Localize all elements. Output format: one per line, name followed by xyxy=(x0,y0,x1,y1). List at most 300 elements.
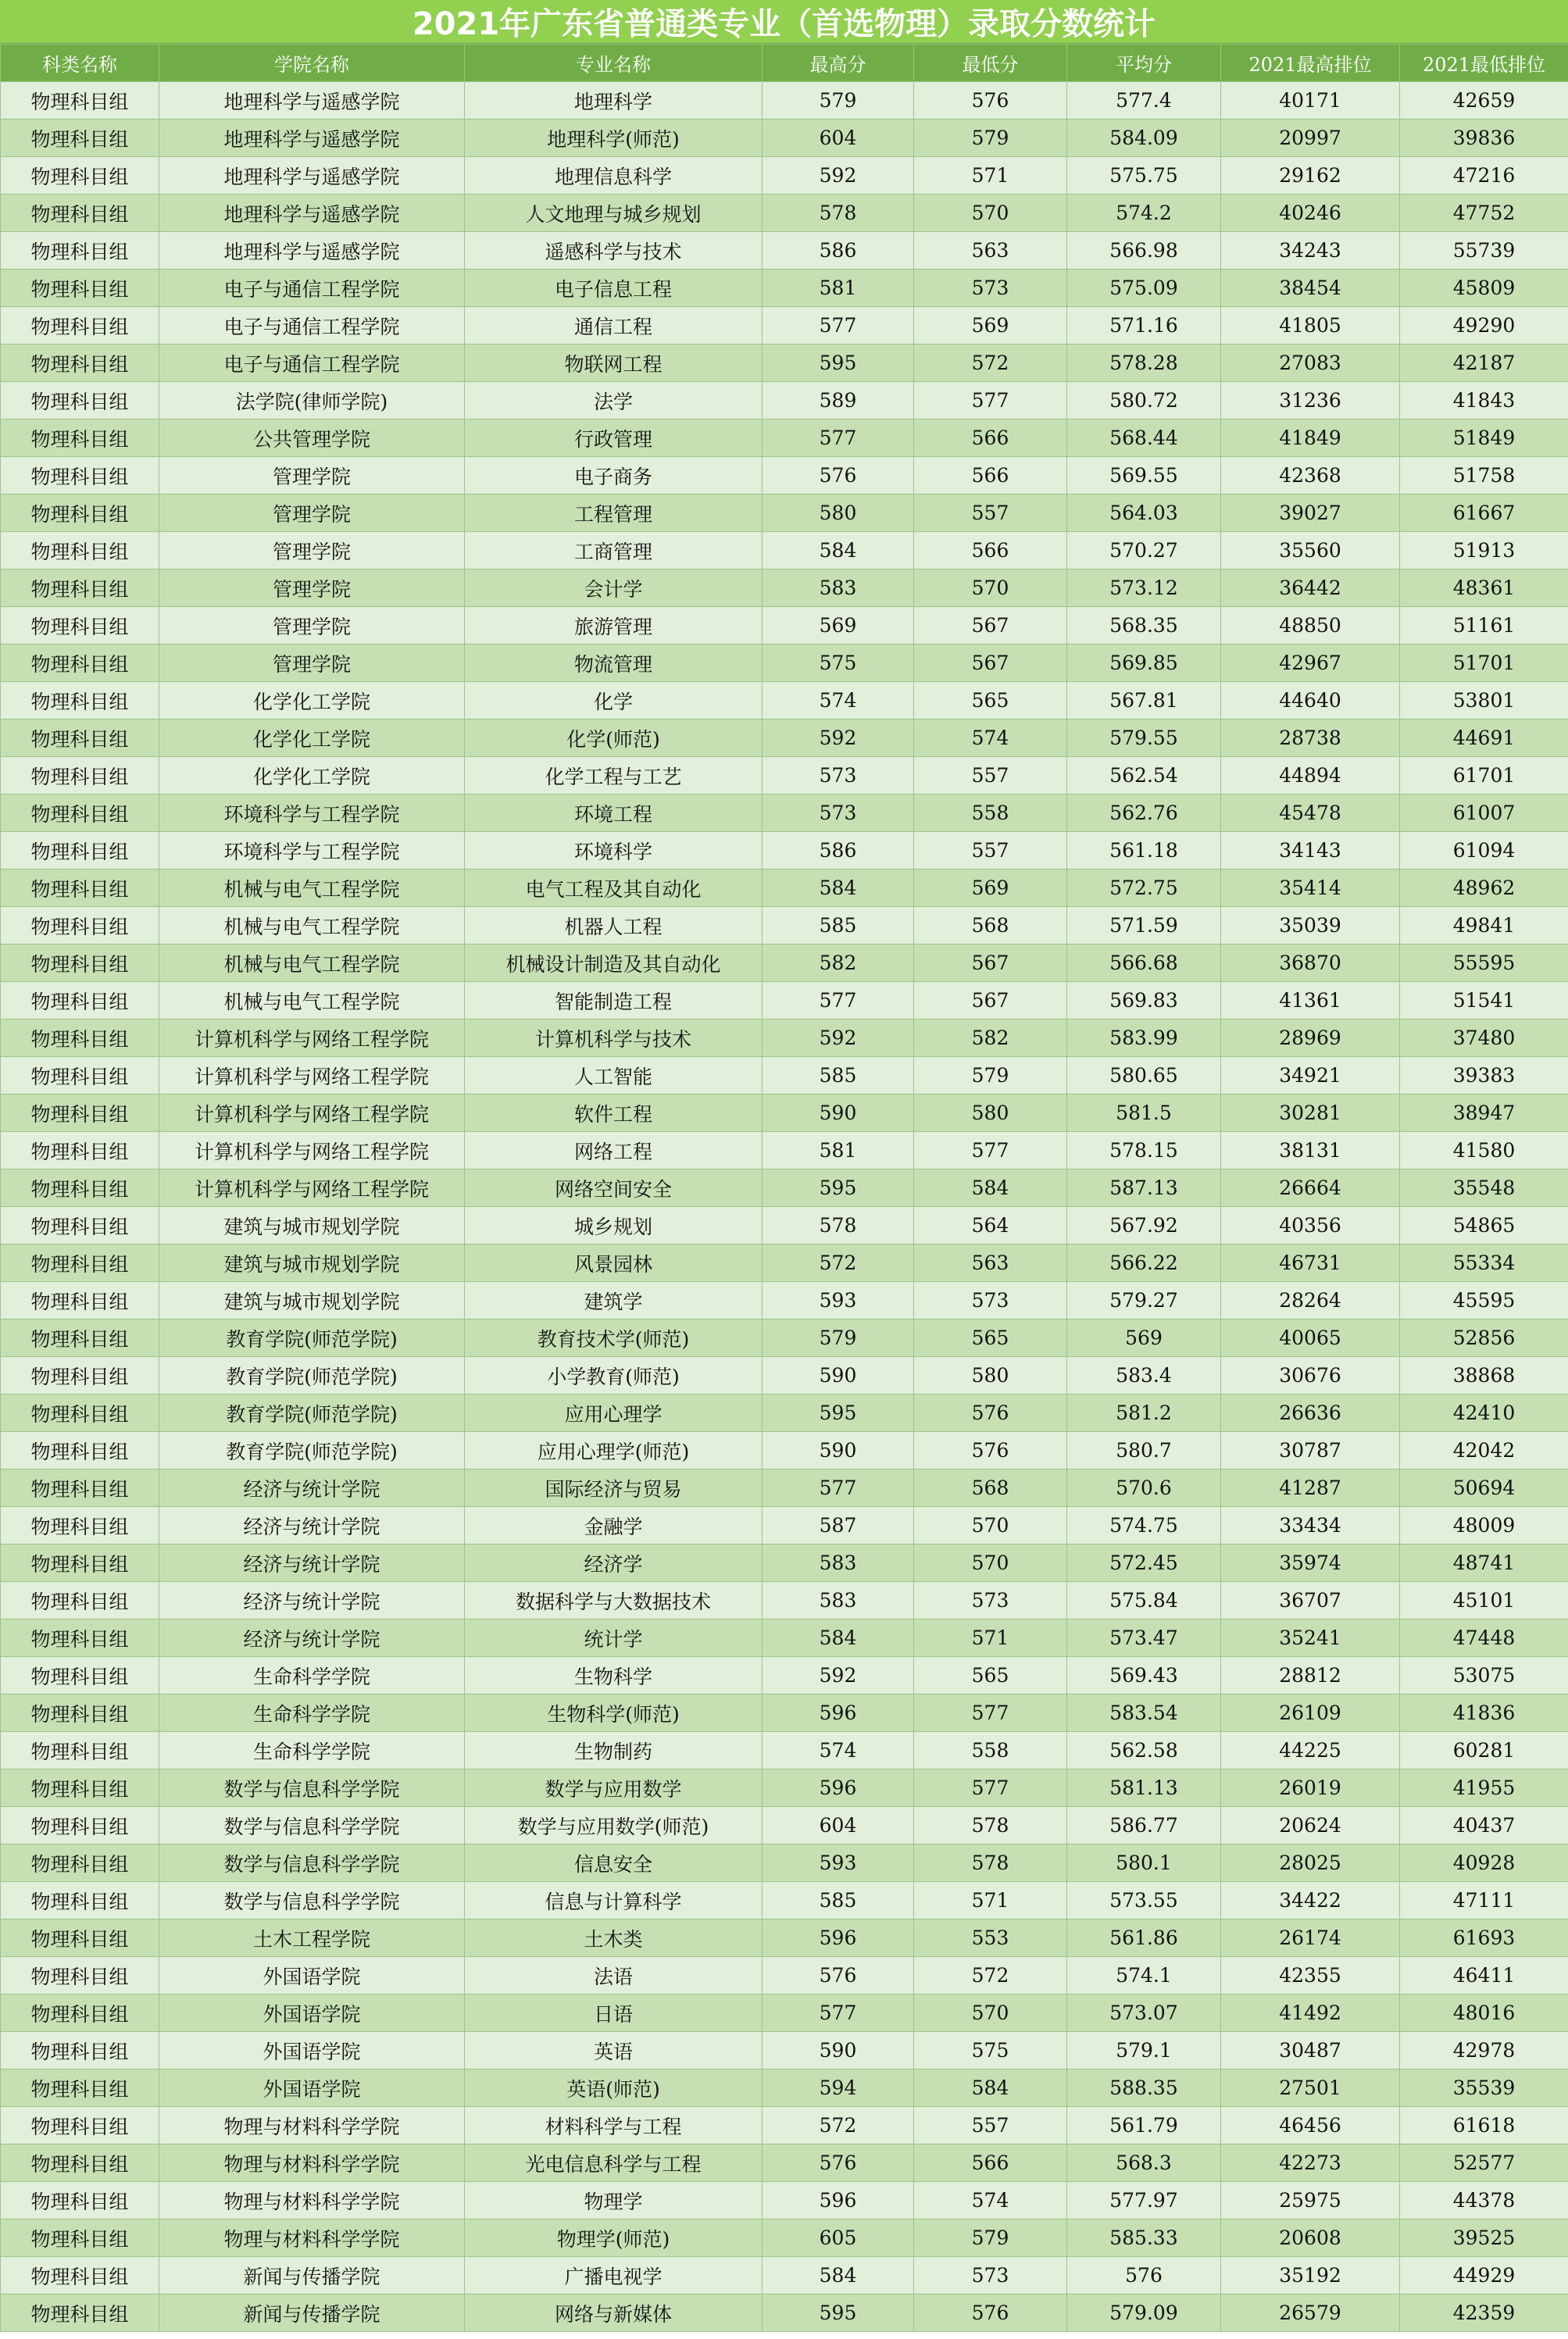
cell-min-score: 566 xyxy=(914,532,1067,570)
cell-max-score: 595 xyxy=(763,345,914,382)
table-row xyxy=(1,1544,1568,1582)
cell-max-rank: 26174 xyxy=(1221,1919,1400,1957)
table-row xyxy=(1,345,1568,382)
cell-min-rank: 42410 xyxy=(1400,1394,1568,1432)
cell-max-score: 573 xyxy=(763,795,914,832)
cell-max-rank: 33434 xyxy=(1221,1507,1400,1544)
table-row xyxy=(1,1207,1568,1244)
cell-max-score: 576 xyxy=(763,1957,914,1994)
cell-category: 物理科目组 xyxy=(1,1919,159,1957)
cell-avg-score: 579.1 xyxy=(1067,2032,1221,2069)
cell-max-rank: 42368 xyxy=(1221,457,1400,495)
cell-college: 机械与电气工程学院 xyxy=(159,870,465,907)
cell-max-score: 596 xyxy=(763,1919,914,1957)
cell-max-rank: 30487 xyxy=(1221,2032,1400,2069)
cell-college: 数学与信息科学学院 xyxy=(159,1807,465,1844)
cell-min-score: 567 xyxy=(914,607,1067,645)
cell-category: 物理科目组 xyxy=(1,1807,159,1844)
cell-min-rank: 45101 xyxy=(1400,1582,1568,1619)
table-row xyxy=(1,1170,1568,1207)
cell-avg-score: 578.28 xyxy=(1067,345,1221,382)
cell-max-score: 592 xyxy=(763,720,914,757)
cell-max-score: 576 xyxy=(763,457,914,495)
cell-avg-score: 583.54 xyxy=(1067,1694,1221,1732)
cell-max-rank: 34921 xyxy=(1221,1057,1400,1095)
cell-min-rank: 42659 xyxy=(1400,82,1568,120)
cell-college: 管理学院 xyxy=(159,570,465,607)
cell-max-rank: 35560 xyxy=(1221,532,1400,570)
cell-min-rank: 38947 xyxy=(1400,1095,1568,1132)
cell-avg-score: 573.12 xyxy=(1067,570,1221,607)
cell-min-rank: 40928 xyxy=(1400,1844,1568,1882)
cell-max-rank: 35241 xyxy=(1221,1619,1400,1657)
cell-category: 物理科目组 xyxy=(1,1357,159,1394)
cell-min-rank: 48962 xyxy=(1400,870,1568,907)
cell-max-rank: 36442 xyxy=(1221,570,1400,607)
table-row xyxy=(1,1095,1568,1132)
cell-min-score: 567 xyxy=(914,945,1067,982)
cell-major: 遥感科学与技术 xyxy=(465,232,763,270)
cell-min-score: 584 xyxy=(914,2069,1067,2107)
cell-college: 机械与电气工程学院 xyxy=(159,945,465,982)
cell-min-rank: 39525 xyxy=(1400,2219,1568,2257)
table-row xyxy=(1,2107,1568,2144)
cell-category: 物理科目组 xyxy=(1,757,159,795)
cell-max-score: 584 xyxy=(763,2257,914,2294)
cell-max-score: 592 xyxy=(763,1657,914,1694)
cell-major: 网络与新媒体 xyxy=(465,2294,763,2332)
cell-category: 物理科目组 xyxy=(1,645,159,682)
cell-min-rank: 55739 xyxy=(1400,232,1568,270)
cell-category: 物理科目组 xyxy=(1,2107,159,2144)
cell-min-score: 570 xyxy=(914,570,1067,607)
cell-max-rank: 48850 xyxy=(1221,607,1400,645)
cell-avg-score: 579.09 xyxy=(1067,2294,1221,2332)
cell-min-rank: 35539 xyxy=(1400,2069,1568,2107)
cell-max-rank: 34143 xyxy=(1221,832,1400,870)
col-header-max-score: 最高分 xyxy=(763,45,914,82)
cell-min-rank: 41836 xyxy=(1400,1694,1568,1732)
cell-max-score: 590 xyxy=(763,1432,914,1469)
cell-category: 物理科目组 xyxy=(1,1769,159,1807)
cell-min-score: 565 xyxy=(914,682,1067,720)
cell-college: 物理与材料科学学院 xyxy=(159,2144,465,2182)
cell-category: 物理科目组 xyxy=(1,270,159,307)
cell-major: 光电信息科学与工程 xyxy=(465,2144,763,2182)
cell-category: 物理科目组 xyxy=(1,1469,159,1507)
cell-max-rank: 35192 xyxy=(1221,2257,1400,2294)
cell-max-score: 577 xyxy=(763,1469,914,1507)
cell-avg-score: 580.7 xyxy=(1067,1432,1221,1469)
cell-max-score: 581 xyxy=(763,1132,914,1170)
cell-max-score: 590 xyxy=(763,1357,914,1394)
cell-major: 信息与计算科学 xyxy=(465,1882,763,1919)
cell-max-rank: 28812 xyxy=(1221,1657,1400,1694)
cell-max-rank: 27083 xyxy=(1221,345,1400,382)
cell-avg-score: 569.55 xyxy=(1067,457,1221,495)
cell-major: 智能制造工程 xyxy=(465,982,763,1020)
cell-college: 数学与信息科学学院 xyxy=(159,1769,465,1807)
table-row xyxy=(1,1769,1568,1807)
cell-college: 新闻与传播学院 xyxy=(159,2257,465,2294)
cell-max-score: 592 xyxy=(763,1020,914,1057)
cell-min-score: 568 xyxy=(914,907,1067,945)
cell-max-score: 572 xyxy=(763,1244,914,1282)
cell-college: 经济与统计学院 xyxy=(159,1582,465,1619)
cell-max-score: 592 xyxy=(763,157,914,195)
cell-min-rank: 44691 xyxy=(1400,720,1568,757)
cell-category: 物理科目组 xyxy=(1,982,159,1020)
cell-max-rank: 34422 xyxy=(1221,1882,1400,1919)
cell-category: 物理科目组 xyxy=(1,457,159,495)
cell-max-rank: 46456 xyxy=(1221,2107,1400,2144)
table-row xyxy=(1,2144,1568,2182)
cell-category: 物理科目组 xyxy=(1,1282,159,1319)
cell-min-score: 571 xyxy=(914,1882,1067,1919)
cell-max-score: 576 xyxy=(763,2144,914,2182)
cell-min-score: 570 xyxy=(914,1507,1067,1544)
cell-college: 外国语学院 xyxy=(159,2069,465,2107)
cell-min-rank: 51849 xyxy=(1400,420,1568,457)
cell-max-score: 593 xyxy=(763,1844,914,1882)
cell-min-score: 573 xyxy=(914,1282,1067,1319)
cell-category: 物理科目组 xyxy=(1,2032,159,2069)
cell-major: 土木类 xyxy=(465,1919,763,1957)
cell-major: 建筑学 xyxy=(465,1282,763,1319)
cell-max-score: 577 xyxy=(763,307,914,345)
cell-category: 物理科目组 xyxy=(1,495,159,532)
col-header-major: 专业名称 xyxy=(465,45,763,82)
cell-max-rank: 41361 xyxy=(1221,982,1400,1020)
cell-avg-score: 572.75 xyxy=(1067,870,1221,907)
cell-min-rank: 51758 xyxy=(1400,457,1568,495)
cell-avg-score: 587.13 xyxy=(1067,1170,1221,1207)
cell-category: 物理科目组 xyxy=(1,870,159,907)
cell-min-rank: 41843 xyxy=(1400,382,1568,420)
cell-max-rank: 30281 xyxy=(1221,1095,1400,1132)
cell-category: 物理科目组 xyxy=(1,1394,159,1432)
cell-avg-score: 588.35 xyxy=(1067,2069,1221,2107)
cell-min-score: 572 xyxy=(914,345,1067,382)
table-row xyxy=(1,382,1568,420)
cell-avg-score: 579.55 xyxy=(1067,720,1221,757)
cell-max-rank: 26636 xyxy=(1221,1394,1400,1432)
cell-major: 金融学 xyxy=(465,1507,763,1544)
table-body xyxy=(1,82,1568,2332)
cell-college: 公共管理学院 xyxy=(159,420,465,457)
table-title: 2021年广东省普通类专业（首选物理）录取分数统计 xyxy=(0,0,1568,44)
cell-max-rank: 38454 xyxy=(1221,270,1400,307)
cell-max-rank: 41492 xyxy=(1221,1994,1400,2032)
cell-avg-score: 574.75 xyxy=(1067,1507,1221,1544)
cell-min-rank: 42978 xyxy=(1400,2032,1568,2069)
cell-min-rank: 40437 xyxy=(1400,1807,1568,1844)
cell-min-score: 558 xyxy=(914,795,1067,832)
cell-major: 通信工程 xyxy=(465,307,763,345)
cell-max-score: 585 xyxy=(763,1882,914,1919)
cell-major: 英语 xyxy=(465,2032,763,2069)
cell-major: 日语 xyxy=(465,1994,763,2032)
cell-category: 物理科目组 xyxy=(1,607,159,645)
cell-min-score: 566 xyxy=(914,420,1067,457)
cell-max-score: 584 xyxy=(763,870,914,907)
cell-min-rank: 61693 xyxy=(1400,1919,1568,1957)
cell-min-score: 576 xyxy=(914,82,1067,120)
cell-max-score: 583 xyxy=(763,570,914,607)
cell-category: 物理科目组 xyxy=(1,382,159,420)
table-row xyxy=(1,532,1568,570)
cell-max-score: 596 xyxy=(763,2182,914,2219)
cell-category: 物理科目组 xyxy=(1,570,159,607)
table-row xyxy=(1,1694,1568,1732)
cell-max-rank: 40246 xyxy=(1221,195,1400,232)
cell-major: 教育技术学(师范) xyxy=(465,1319,763,1357)
cell-category: 物理科目组 xyxy=(1,1957,159,1994)
cell-avg-score: 578.15 xyxy=(1067,1132,1221,1170)
col-header-category: 科类名称 xyxy=(1,45,159,82)
cell-max-rank: 39027 xyxy=(1221,495,1400,532)
admission-score-table xyxy=(0,44,1568,2332)
table-row xyxy=(1,945,1568,982)
cell-min-rank: 48016 xyxy=(1400,1994,1568,2032)
cell-major: 行政管理 xyxy=(465,420,763,457)
cell-avg-score: 573.47 xyxy=(1067,1619,1221,1657)
cell-max-rank: 29162 xyxy=(1221,157,1400,195)
cell-min-rank: 39383 xyxy=(1400,1057,1568,1095)
cell-min-rank: 39836 xyxy=(1400,120,1568,157)
cell-max-rank: 40065 xyxy=(1221,1319,1400,1357)
cell-college: 计算机科学与网络工程学院 xyxy=(159,1095,465,1132)
cell-min-rank: 50694 xyxy=(1400,1469,1568,1507)
cell-max-rank: 31236 xyxy=(1221,382,1400,420)
cell-avg-score: 575.09 xyxy=(1067,270,1221,307)
cell-min-rank: 49290 xyxy=(1400,307,1568,345)
cell-max-rank: 20997 xyxy=(1221,120,1400,157)
cell-college: 计算机科学与网络工程学院 xyxy=(159,1057,465,1095)
cell-college: 经济与统计学院 xyxy=(159,1469,465,1507)
table-row xyxy=(1,1319,1568,1357)
cell-avg-score: 581.13 xyxy=(1067,1769,1221,1807)
cell-min-score: 578 xyxy=(914,1844,1067,1882)
cell-category: 物理科目组 xyxy=(1,1657,159,1694)
cell-max-rank: 42355 xyxy=(1221,1957,1400,1994)
cell-max-rank: 28969 xyxy=(1221,1020,1400,1057)
cell-min-rank: 42187 xyxy=(1400,345,1568,382)
cell-min-rank: 61007 xyxy=(1400,795,1568,832)
cell-max-rank: 42273 xyxy=(1221,2144,1400,2182)
cell-major: 环境科学 xyxy=(465,832,763,870)
cell-min-rank: 37480 xyxy=(1400,1020,1568,1057)
cell-min-score: 579 xyxy=(914,1057,1067,1095)
cell-min-rank: 46411 xyxy=(1400,1957,1568,1994)
cell-category: 物理科目组 xyxy=(1,2182,159,2219)
cell-category: 物理科目组 xyxy=(1,1507,159,1544)
cell-min-rank: 49841 xyxy=(1400,907,1568,945)
cell-avg-score: 569.83 xyxy=(1067,982,1221,1020)
cell-min-score: 569 xyxy=(914,307,1067,345)
table-row xyxy=(1,2219,1568,2257)
table-row xyxy=(1,2182,1568,2219)
cell-major: 数学与应用数学(师范) xyxy=(465,1807,763,1844)
cell-min-score: 575 xyxy=(914,2032,1067,2069)
cell-avg-score: 561.79 xyxy=(1067,2107,1221,2144)
cell-college: 生命科学学院 xyxy=(159,1732,465,1769)
table-row xyxy=(1,795,1568,832)
table-row xyxy=(1,232,1568,270)
cell-major: 旅游管理 xyxy=(465,607,763,645)
cell-max-rank: 26109 xyxy=(1221,1694,1400,1732)
cell-college: 机械与电气工程学院 xyxy=(159,907,465,945)
table-row xyxy=(1,457,1568,495)
cell-avg-score: 583.99 xyxy=(1067,1020,1221,1057)
cell-category: 物理科目组 xyxy=(1,682,159,720)
table-row xyxy=(1,495,1568,532)
table-row xyxy=(1,1244,1568,1282)
cell-min-rank: 41955 xyxy=(1400,1769,1568,1807)
cell-major: 国际经济与贸易 xyxy=(465,1469,763,1507)
cell-max-score: 574 xyxy=(763,1732,914,1769)
cell-min-score: 577 xyxy=(914,1694,1067,1732)
cell-max-score: 580 xyxy=(763,495,914,532)
cell-max-rank: 35039 xyxy=(1221,907,1400,945)
cell-max-rank: 28738 xyxy=(1221,720,1400,757)
cell-college: 计算机科学与网络工程学院 xyxy=(159,1170,465,1207)
cell-category: 物理科目组 xyxy=(1,1732,159,1769)
cell-avg-score: 569.85 xyxy=(1067,645,1221,682)
cell-min-score: 571 xyxy=(914,1619,1067,1657)
col-header-max-rank: 2021最高排位 xyxy=(1221,45,1400,82)
cell-category: 物理科目组 xyxy=(1,2069,159,2107)
cell-category: 物理科目组 xyxy=(1,720,159,757)
cell-college: 化学化工学院 xyxy=(159,757,465,795)
cell-min-score: 557 xyxy=(914,495,1067,532)
col-header-avg-score: 平均分 xyxy=(1067,45,1221,82)
cell-major: 工程管理 xyxy=(465,495,763,532)
cell-min-score: 565 xyxy=(914,1319,1067,1357)
cell-min-score: 568 xyxy=(914,1469,1067,1507)
cell-college: 建筑与城市规划学院 xyxy=(159,1207,465,1244)
cell-max-rank: 45478 xyxy=(1221,795,1400,832)
cell-max-score: 579 xyxy=(763,82,914,120)
cell-major: 人文地理与城乡规划 xyxy=(465,195,763,232)
cell-avg-score: 574.1 xyxy=(1067,1957,1221,1994)
cell-college: 地理科学与遥感学院 xyxy=(159,195,465,232)
col-header-min-rank: 2021最低排位 xyxy=(1400,45,1568,82)
cell-college: 经济与统计学院 xyxy=(159,1507,465,1544)
cell-major: 电子商务 xyxy=(465,457,763,495)
cell-avg-score: 562.54 xyxy=(1067,757,1221,795)
table-row xyxy=(1,420,1568,457)
cell-avg-score: 579.27 xyxy=(1067,1282,1221,1319)
table-row xyxy=(1,1919,1568,1957)
cell-category: 物理科目组 xyxy=(1,1694,159,1732)
cell-max-score: 590 xyxy=(763,2032,914,2069)
cell-max-score: 577 xyxy=(763,420,914,457)
cell-major: 城乡规划 xyxy=(465,1207,763,1244)
cell-max-rank: 26019 xyxy=(1221,1769,1400,1807)
cell-avg-score: 577.4 xyxy=(1067,82,1221,120)
cell-min-rank: 47752 xyxy=(1400,195,1568,232)
cell-min-score: 558 xyxy=(914,1732,1067,1769)
cell-min-score: 567 xyxy=(914,982,1067,1020)
cell-major: 机器人工程 xyxy=(465,907,763,945)
cell-min-rank: 47111 xyxy=(1400,1882,1568,1919)
cell-category: 物理科目组 xyxy=(1,832,159,870)
cell-category: 物理科目组 xyxy=(1,1095,159,1132)
cell-max-score: 573 xyxy=(763,757,914,795)
cell-avg-score: 580.65 xyxy=(1067,1057,1221,1095)
cell-major: 材料科学与工程 xyxy=(465,2107,763,2144)
cell-avg-score: 581.2 xyxy=(1067,1394,1221,1432)
cell-major: 电气工程及其自动化 xyxy=(465,870,763,907)
cell-category: 物理科目组 xyxy=(1,1582,159,1619)
cell-college: 数学与信息科学学院 xyxy=(159,1882,465,1919)
cell-max-score: 575 xyxy=(763,645,914,682)
cell-min-score: 570 xyxy=(914,195,1067,232)
cell-min-score: 564 xyxy=(914,1207,1067,1244)
col-header-min-score: 最低分 xyxy=(914,45,1067,82)
cell-max-rank: 25975 xyxy=(1221,2182,1400,2219)
cell-major: 法学 xyxy=(465,382,763,420)
cell-min-score: 576 xyxy=(914,1394,1067,1432)
cell-college: 地理科学与遥感学院 xyxy=(159,232,465,270)
cell-min-score: 574 xyxy=(914,2182,1067,2219)
cell-max-score: 594 xyxy=(763,2069,914,2107)
cell-avg-score: 580.72 xyxy=(1067,382,1221,420)
cell-college: 教育学院(师范学院) xyxy=(159,1432,465,1469)
cell-major: 计算机科学与技术 xyxy=(465,1020,763,1057)
cell-college: 地理科学与遥感学院 xyxy=(159,82,465,120)
table-row xyxy=(1,907,1568,945)
cell-avg-score: 573.55 xyxy=(1067,1882,1221,1919)
table-row xyxy=(1,1357,1568,1394)
table-row xyxy=(1,1657,1568,1694)
cell-college: 管理学院 xyxy=(159,645,465,682)
cell-min-rank: 48009 xyxy=(1400,1507,1568,1544)
cell-max-rank: 46731 xyxy=(1221,1244,1400,1282)
cell-min-rank: 42042 xyxy=(1400,1432,1568,1469)
cell-college: 机械与电气工程学院 xyxy=(159,982,465,1020)
cell-major: 地理科学 xyxy=(465,82,763,120)
cell-college: 管理学院 xyxy=(159,607,465,645)
cell-max-score: 585 xyxy=(763,907,914,945)
table-row xyxy=(1,1807,1568,1844)
cell-avg-score: 571.16 xyxy=(1067,307,1221,345)
cell-major: 地理信息科学 xyxy=(465,157,763,195)
table-row xyxy=(1,757,1568,795)
cell-major: 物理学(师范) xyxy=(465,2219,763,2257)
table-row xyxy=(1,982,1568,1020)
cell-avg-score: 567.92 xyxy=(1067,1207,1221,1244)
cell-min-rank: 61701 xyxy=(1400,757,1568,795)
cell-category: 物理科目组 xyxy=(1,1244,159,1282)
cell-category: 物理科目组 xyxy=(1,532,159,570)
cell-avg-score: 572.45 xyxy=(1067,1544,1221,1582)
cell-min-score: 569 xyxy=(914,870,1067,907)
cell-college: 电子与通信工程学院 xyxy=(159,307,465,345)
cell-max-rank: 44225 xyxy=(1221,1732,1400,1769)
table-row xyxy=(1,1507,1568,1544)
table-row xyxy=(1,1582,1568,1619)
cell-max-score: 595 xyxy=(763,1170,914,1207)
cell-category: 物理科目组 xyxy=(1,795,159,832)
table-row xyxy=(1,607,1568,645)
cell-major: 电子信息工程 xyxy=(465,270,763,307)
cell-min-rank: 44929 xyxy=(1400,2257,1568,2294)
cell-category: 物理科目组 xyxy=(1,1882,159,1919)
cell-max-score: 586 xyxy=(763,232,914,270)
cell-min-score: 573 xyxy=(914,1582,1067,1619)
